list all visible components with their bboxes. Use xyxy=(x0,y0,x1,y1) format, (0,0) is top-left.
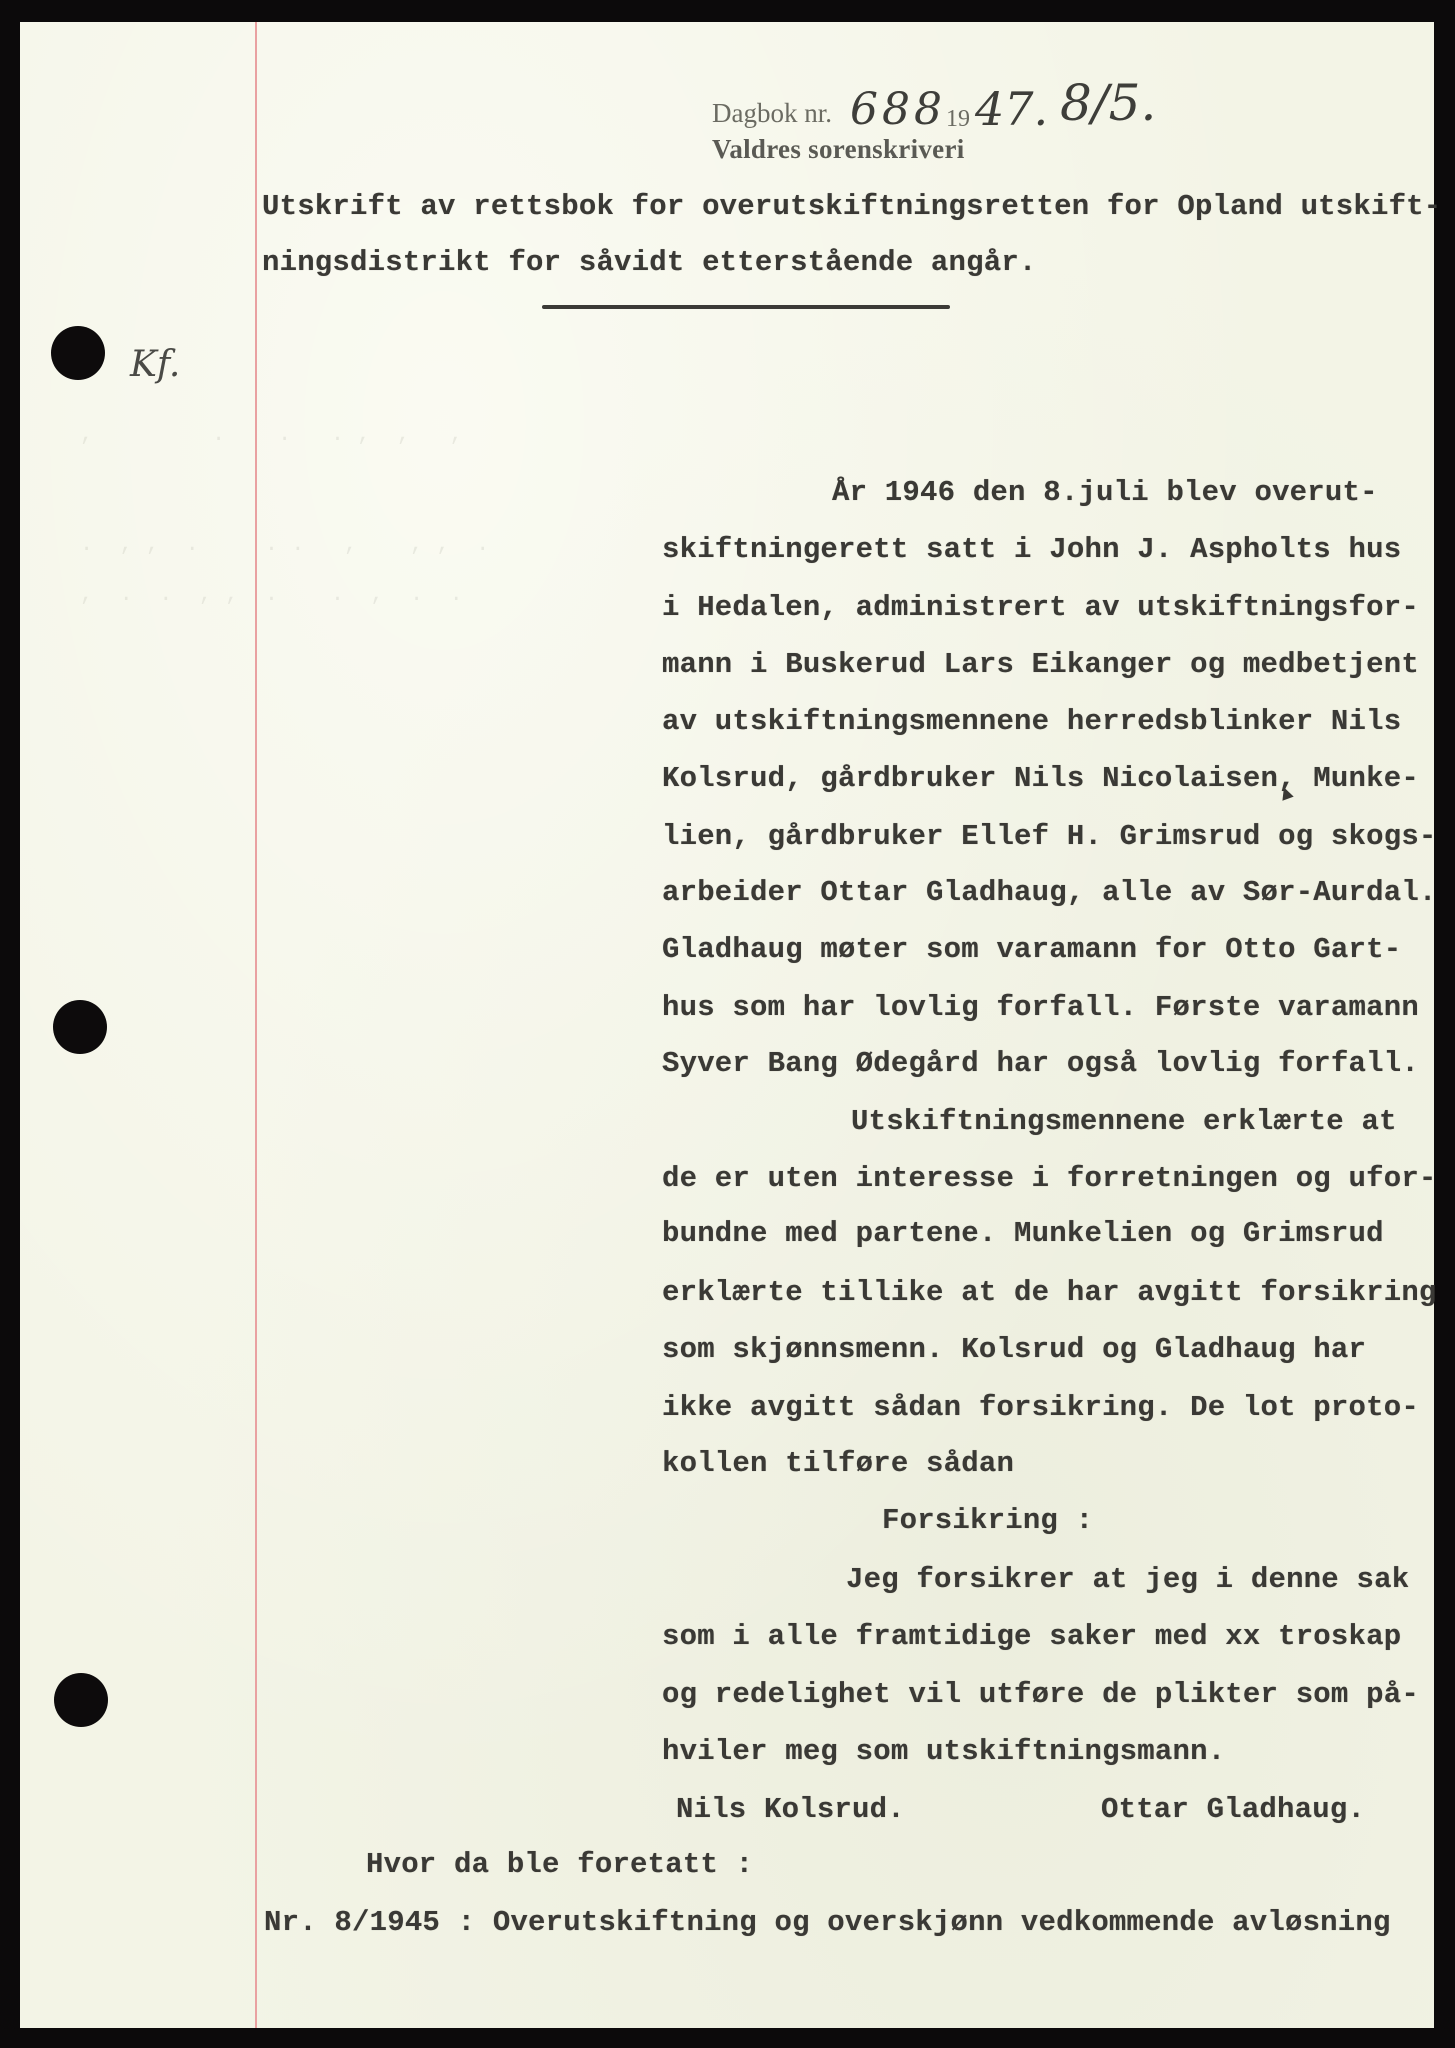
signature-left: Nils Kolsrud. xyxy=(676,1793,905,1826)
body-line: mann i Buskerud Lars Eikanger og medbetjent xyxy=(662,648,1419,681)
title-underline xyxy=(542,305,950,309)
body-line: de er uten interesse i forretningen og ufor- xyxy=(662,1162,1437,1195)
body-line: av utskiftningsmennene herredsblinker Nils xyxy=(662,705,1402,738)
body-line: Utskiftningsmennene erklærte at xyxy=(851,1105,1397,1138)
oath-line: og redelighet vil utføre de plikter som på- xyxy=(662,1678,1419,1711)
body-line: hus som har lovlig forfall. Første varamann xyxy=(662,991,1419,1024)
bleed-through-text: , . . . , , , xyxy=(80,422,463,447)
stamp-office-name: Valdres sorenskriveri xyxy=(712,134,965,164)
body-line: i Hedalen, administrert av utskiftningsfor- xyxy=(662,591,1419,624)
title-line-1: Utskrift av rettsbok for overutskiftningsretten for Opland utskift- xyxy=(262,190,1442,223)
signature-right: Ottar Gladhaug. xyxy=(1101,1793,1366,1826)
title-line-2: ningsdistrikt for såvidt etterstående angår. xyxy=(262,246,1037,279)
handwritten-date: 8/5. xyxy=(1060,74,1157,132)
body-line: arbeider Ottar Gladhaug, alle av Sør-Aurdal. xyxy=(662,876,1437,909)
punch-hole-icon xyxy=(53,1000,107,1054)
body-line: Kolsrud, gårdbruker Nils Nicolaisen, Munke- xyxy=(662,762,1419,795)
body-line: kollen tilføre sådan xyxy=(662,1447,1015,1480)
body-line: Syver Bang Ødegård har også lovlig forfall. xyxy=(662,1047,1419,1080)
oath-line: hviler meg som utskiftningsmann. xyxy=(662,1735,1226,1768)
stamp-dagbok-label: Dagbok nr. xyxy=(712,98,832,128)
proceedings-case-line: Nr. 8/1945 : Overutskiftning og overskjønn vedkommende avløsning xyxy=(264,1906,1391,1939)
handwritten-dagbok-number: 688 xyxy=(850,84,946,135)
bleed-through-text: . , , . . . , , , . xyxy=(80,532,490,557)
bleed-through-text: , . . , , . . , . . xyxy=(80,582,463,607)
body-line: Gladhaug møter som varamann for Otto Gart- xyxy=(662,933,1402,966)
oath-heading: Forsikring : xyxy=(882,1504,1094,1537)
body-line: bundne med partene. Munkelien og Grimsrud xyxy=(662,1217,1384,1250)
punch-hole-icon xyxy=(51,326,105,380)
body-line: som skjønnsmenn. Kolsrud og Gladhaug har xyxy=(662,1333,1367,1366)
body-line: erklærte tillike at de har avgitt forsikring xyxy=(662,1276,1437,1309)
body-line: lien, gårdbruker Ellef H. Grimsrud og skogs- xyxy=(662,820,1437,853)
oath-line: Jeg forsikrer at jeg i denne sak xyxy=(846,1563,1410,1596)
punch-hole-icon xyxy=(54,1673,108,1727)
proceedings-intro: Hvor da ble foretatt : xyxy=(366,1848,754,1881)
red-margin-line xyxy=(255,22,257,2028)
document-page xyxy=(20,22,1442,2028)
body-line: År 1946 den 8.juli blev overut- xyxy=(832,476,1378,509)
handwritten-year: 47. xyxy=(975,82,1049,136)
body-line: ikke avgitt sådan forsikring. De lot proto- xyxy=(662,1391,1419,1424)
handwritten-margin-initials: Kf. xyxy=(130,344,181,385)
stamp-year-prefix: 19 xyxy=(946,106,970,132)
oath-line: som i alle framtidige saker med xx troskap xyxy=(662,1620,1402,1653)
body-line: skiftningerett satt i John J. Aspholts hus xyxy=(662,533,1402,566)
